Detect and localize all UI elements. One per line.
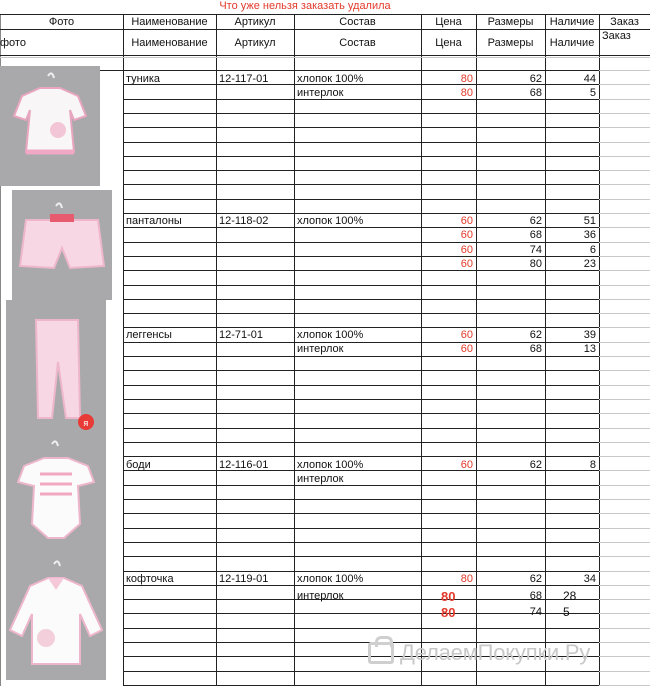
row-line-light <box>599 585 650 586</box>
header-line <box>0 57 650 58</box>
row-line <box>123 428 599 429</box>
header-cell: Наличие <box>549 16 595 28</box>
composition-cell: интерлок <box>297 87 344 100</box>
row-line-light <box>599 428 650 429</box>
shopping-bag-icon <box>368 642 394 664</box>
row-line <box>123 542 599 543</box>
row-line <box>123 485 599 486</box>
stock-cell: 23 <box>583 257 596 270</box>
product-name: панталоны <box>126 215 182 227</box>
row-line <box>123 327 599 328</box>
row-line-light <box>599 313 650 314</box>
row-line <box>123 70 599 71</box>
product-name: кофточка <box>126 573 174 585</box>
row-line-light <box>599 485 650 486</box>
row-line-light <box>599 270 650 271</box>
header-cell: Наименование <box>131 37 208 49</box>
row-line <box>123 499 599 500</box>
header-cell: Состав <box>339 37 376 49</box>
row-line-light <box>599 656 650 657</box>
stock-cell: 51 <box>583 215 596 227</box>
row-line-light <box>599 385 650 386</box>
composition-cell: хлопок 100% <box>297 215 364 227</box>
row-line-light <box>599 127 650 128</box>
size-cell: 68 <box>529 590 542 602</box>
price-cell: 60 <box>460 229 473 242</box>
row-line <box>123 513 599 514</box>
header-cell: Наличие <box>549 37 595 49</box>
composition-cell: хлопок 100% <box>297 329 364 341</box>
row-line-light <box>599 356 650 357</box>
row-line-light <box>599 642 650 643</box>
stock-cell: 36 <box>583 229 596 242</box>
header-cell: Наименование <box>131 16 208 28</box>
price-cell: 80 <box>460 73 473 85</box>
row-line <box>123 299 599 300</box>
header-cell: Заказ <box>610 16 639 28</box>
row-line <box>123 142 599 143</box>
row-line-light <box>599 285 650 286</box>
header-cell: Размеры <box>487 37 534 49</box>
header-cell: Артикул <box>234 16 276 28</box>
header-cell: Состав <box>339 16 376 28</box>
header-line <box>0 55 650 56</box>
row-line-light <box>599 528 650 529</box>
header-line <box>0 14 650 15</box>
row-line-light <box>599 671 650 672</box>
product-article: 12-118-02 <box>219 215 269 227</box>
product-article: 12-117-01 <box>219 73 269 85</box>
row-line-light <box>599 84 650 85</box>
stock-cell: 6 <box>589 243 596 256</box>
row-line <box>123 213 599 214</box>
row-line <box>123 442 599 443</box>
row-line <box>123 571 599 572</box>
row-line-light <box>599 399 650 400</box>
size-cell: 68 <box>529 229 542 242</box>
row-line-light <box>599 142 650 143</box>
row-line <box>123 285 599 286</box>
stock-cell: 39 <box>583 329 596 341</box>
size-cell: 68 <box>529 343 542 356</box>
row-line <box>123 413 599 414</box>
row-line-light <box>599 571 650 572</box>
notice-text: Что уже нельзя заказать удалила <box>219 0 391 12</box>
size-cell: 62 <box>529 573 542 585</box>
header-line <box>0 29 650 30</box>
row-line <box>123 370 599 371</box>
size-cell: 74 <box>529 606 542 618</box>
product-article: 12-119-01 <box>219 573 269 585</box>
row-line <box>123 199 599 200</box>
row-line <box>123 385 599 386</box>
header-cell: Цена <box>435 37 462 49</box>
composition-cell: интерлок <box>297 590 344 602</box>
row-line <box>123 313 599 314</box>
row-line-light <box>599 499 650 500</box>
price-cell: 80 <box>441 605 456 620</box>
row-line <box>123 528 599 529</box>
row-line <box>123 399 599 400</box>
size-cell: 62 <box>529 73 542 85</box>
product-name: боди <box>126 459 151 471</box>
header-cell: Размеры <box>487 16 534 28</box>
row-line-light <box>599 113 650 114</box>
row-line-light <box>599 242 650 243</box>
product-article: 12-116-01 <box>219 459 269 471</box>
row-line <box>123 456 599 457</box>
row-line <box>123 671 599 672</box>
leggings-photo <box>6 300 106 440</box>
blouse-photo <box>6 560 106 680</box>
stock-cell: 34 <box>583 573 596 585</box>
size-cell: 62 <box>529 459 542 471</box>
composition-cell: хлопок 100% <box>297 573 364 585</box>
price-cell: 60 <box>460 257 473 270</box>
bodysuit-photo <box>6 440 106 560</box>
price-cell: 60 <box>460 215 473 227</box>
row-line <box>123 184 599 185</box>
row-line-light <box>599 470 650 471</box>
price-cell: 80 <box>460 573 473 585</box>
row-line-light <box>599 513 650 514</box>
row-line-light <box>599 299 650 300</box>
stock-cell: 44 <box>583 73 596 85</box>
tunic-photo <box>0 66 100 190</box>
price-cell: 60 <box>460 459 473 471</box>
price-cell: 80 <box>460 87 473 100</box>
row-line-light <box>599 184 650 185</box>
product-article: 12-71-01 <box>219 329 264 341</box>
row-line <box>123 113 599 114</box>
row-line-light <box>599 199 650 200</box>
header-cell: Фото <box>48 16 75 28</box>
stock-cell: 8 <box>589 459 596 471</box>
row-line <box>123 628 599 629</box>
composition-cell: интерлок <box>297 473 344 486</box>
composition-cell: хлопок 100% <box>297 73 364 85</box>
watermark <box>368 640 590 666</box>
product-name: туника <box>126 73 161 85</box>
stock-cell: 28 <box>563 589 577 603</box>
row-line <box>123 127 599 128</box>
row-line-light <box>599 227 650 228</box>
row-line-light <box>599 213 650 214</box>
price-cell: 60 <box>460 343 473 356</box>
size-cell: 62 <box>529 215 542 227</box>
row-line-light <box>599 342 650 343</box>
row-line-light <box>599 99 650 100</box>
product-name: леггенсы <box>126 329 172 341</box>
price-cell: 60 <box>460 329 473 341</box>
composition-cell: интерлок <box>297 343 344 356</box>
stock-cell: 5 <box>589 87 596 100</box>
header-cell: Цена <box>435 16 462 28</box>
row-line <box>123 156 599 157</box>
row-line <box>123 170 599 171</box>
watermark-text: ДелаемПокупки.Ру <box>400 640 591 665</box>
header-cell: Артикул <box>234 37 276 49</box>
row-line-light <box>599 542 650 543</box>
row-line-light <box>599 628 650 629</box>
row-line-light <box>599 70 650 71</box>
row-line-light <box>599 256 650 257</box>
row-line-light <box>599 413 650 414</box>
price-cell: 80 <box>441 589 456 604</box>
size-cell: 62 <box>529 329 542 341</box>
row-line-light <box>599 456 650 457</box>
row-line-light <box>599 442 650 443</box>
header-cell: Заказ <box>602 30 631 42</box>
svg-text:я: я <box>83 419 89 429</box>
size-cell: 80 <box>529 257 542 270</box>
row-line <box>123 556 599 557</box>
header-cell: фото <box>0 37 26 49</box>
row-line-light <box>599 556 650 557</box>
size-cell: 74 <box>529 243 542 256</box>
price-cell: 60 <box>460 243 473 256</box>
composition-cell: хлопок 100% <box>297 459 364 471</box>
stock-cell: 5 <box>563 605 570 619</box>
bloomers-photo <box>12 190 112 300</box>
row-line-light <box>599 370 650 371</box>
row-line-light <box>599 327 650 328</box>
row-line-light <box>599 170 650 171</box>
stock-cell: 13 <box>583 343 596 356</box>
row-line-light <box>599 156 650 157</box>
size-cell: 68 <box>529 87 542 100</box>
